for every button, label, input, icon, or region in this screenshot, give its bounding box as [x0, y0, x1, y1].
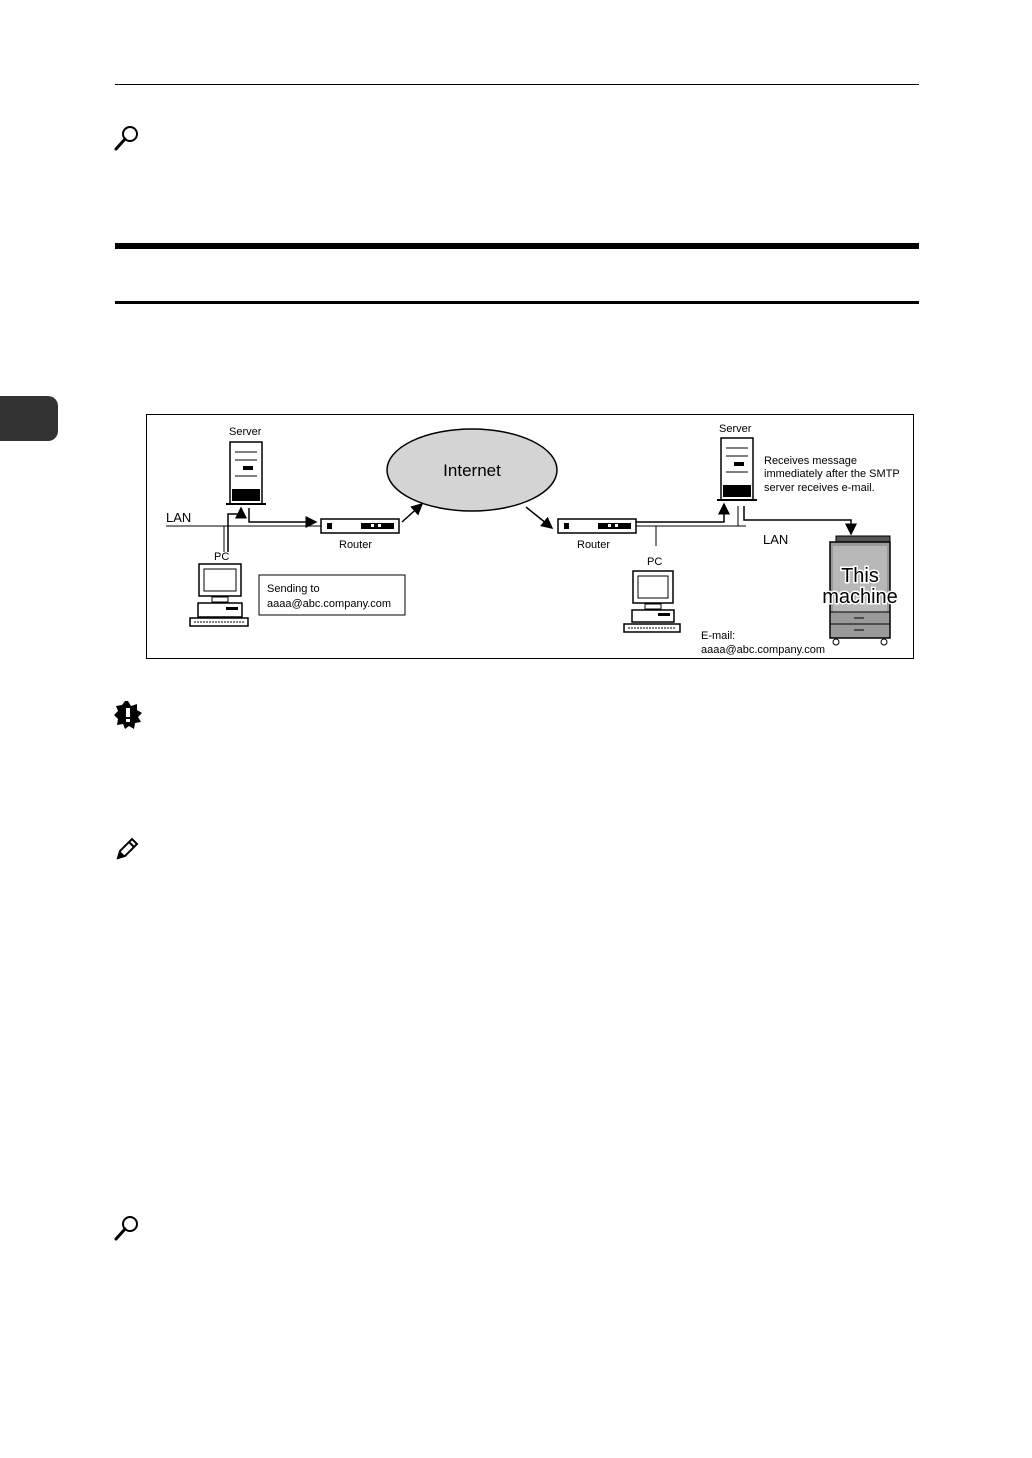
internet-label: Internet [443, 461, 501, 480]
sending-line1: Sending to [267, 583, 320, 595]
receives-line2: immediately after the SMTP [764, 468, 900, 480]
sending-line2: aaaa@abc.company.com [267, 598, 392, 610]
machine-line2: machine [822, 586, 898, 608]
pc-left-label: PC [214, 551, 230, 563]
reference-magnifier-icon [113, 124, 141, 152]
right-server-icon [717, 438, 757, 500]
section-top-rule [115, 243, 919, 249]
email-line2: aaaa@abc.company.com [701, 644, 826, 656]
email-line1: E-mail: [701, 630, 736, 642]
left-pc-icon [190, 564, 248, 626]
lan-right-label: LAN [763, 532, 789, 547]
router-left-label: Router [339, 539, 373, 551]
server-right-label: Server [719, 423, 752, 435]
left-router-icon [321, 519, 399, 533]
chapter-tab [0, 396, 58, 441]
right-router-icon [558, 519, 636, 533]
note-pencil-icon [114, 836, 140, 862]
lan-left-label: LAN [166, 510, 192, 525]
important-burst-icon [113, 700, 143, 730]
section-bottom-rule [115, 301, 919, 304]
router-right-label: Router [577, 539, 611, 551]
pc-right-label: PC [647, 556, 663, 568]
receives-line1: Receives message [764, 455, 857, 467]
header-rule [115, 84, 919, 85]
receives-line3: server receives e-mail. [764, 482, 875, 494]
machine-line1: This [841, 565, 879, 587]
reference-magnifier-icon-bottom [113, 1214, 141, 1242]
smtp-network-diagram [146, 414, 914, 659]
left-server-icon [226, 442, 266, 504]
server-left-label: Server [229, 426, 262, 438]
